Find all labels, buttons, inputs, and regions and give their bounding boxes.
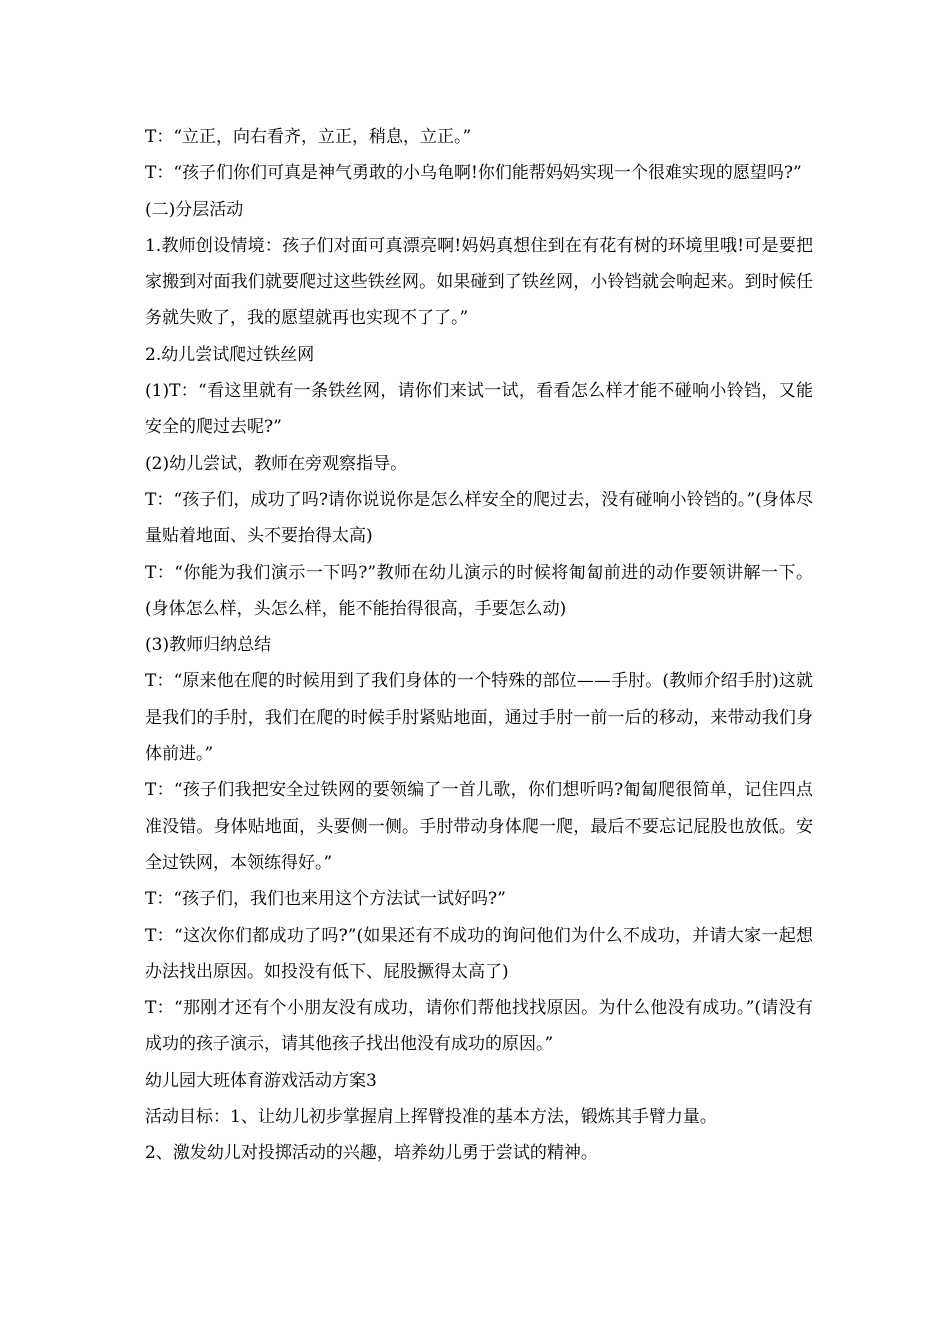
section-heading: 幼儿园大班体育游戏活动方案3 xyxy=(145,1070,377,1091)
paragraph: T：“孩子们，成功了吗?请你说说你是怎么样安全的爬过去，没有碰响小铃铛的。”(身体尽量贴着地面、头不要抬得太高) xyxy=(145,489,813,547)
paragraph: (1)T：“看这里就有一条铁丝网，请你们来试一试，看看怎么样才能不碰响小铃铛，又能安全的爬过去呢?” xyxy=(145,381,813,438)
paragraph: 1.教师创设情境：孩子们对面可真漂亮啊!妈妈真想住到在有花有树的环境里哦!可是要把家搬到对面我们就要爬过这些铁丝网。如果碰到了铁丝网，小铃铛就会响起来。到时候任务就失败了，我的愿望就再也实现不了了。” xyxy=(145,235,813,329)
paragraph: T：“孩子们，我们也来用这个方法试一试好吗?” xyxy=(145,889,506,910)
document-page xyxy=(145,119,813,1172)
paragraph: T：“立正，向右看齐，立正，稍息，立正。” xyxy=(145,127,472,147)
paragraph: T：“你能为我们演示一下吗?”教师在幼儿演示的时候将匍匐前进的动作要领讲解一下。(身体怎么样，头怎么样，能不能抬得很高，手要怎么动) xyxy=(145,562,813,619)
paragraph: T：“那刚才还有个小朋友没有成功，请你们帮他找找原因。为什么他没有成功。”(请没有成功的孩子演示，请其他孩子找出他没有成功的原因。” xyxy=(145,998,813,1055)
paragraph: 2、激发幼儿对投掷活动的兴趣，培养幼儿勇于尝试的精神。 xyxy=(145,1143,598,1164)
paragraph: (2)幼儿尝试，教师在旁观察指导。 xyxy=(145,453,408,474)
paragraph: T：“这次你们都成功了吗?”(如果还有不成功的询问他们为什么不成功，并请大家一起想办法找出原因。如投没有低下、屁股撅得太高了) xyxy=(145,925,813,982)
paragraph: T：“孩子们我把安全过铁网的要领编了一首儿歌，你们想听吗?匍匐爬很简单，记住四点准没错。身体贴地面，头要侧一侧。手肘带动身体爬一爬，最后不要忘记屁股也放低。安全过铁网，本领练得好。” xyxy=(145,780,813,873)
paragraph: 活动目标：1、让幼儿初步掌握肩上挥臂投准的基本方法，锻炼其手臂力量。 xyxy=(145,1107,717,1128)
paragraph: (3)教师归纳总结 xyxy=(145,635,272,656)
paragraph: T：“孩子们你们可真是神气勇敢的小乌龟啊!你们能帮妈妈实现一个很难实现的愿望吗?” xyxy=(145,163,802,184)
paragraph: T：“原来他在爬的时候用到了我们身体的一个特殊的部位——手肘。(教师介绍手肘)这就是我们的手肘，我们在爬的时候手肘紧贴地面，通过手肘一前一后的移动，来带动我们身体前进。” xyxy=(145,671,813,765)
section-heading: (二)分层活动 xyxy=(145,199,244,220)
paragraph: 2.幼儿尝试爬过铁丝网 xyxy=(145,344,315,365)
